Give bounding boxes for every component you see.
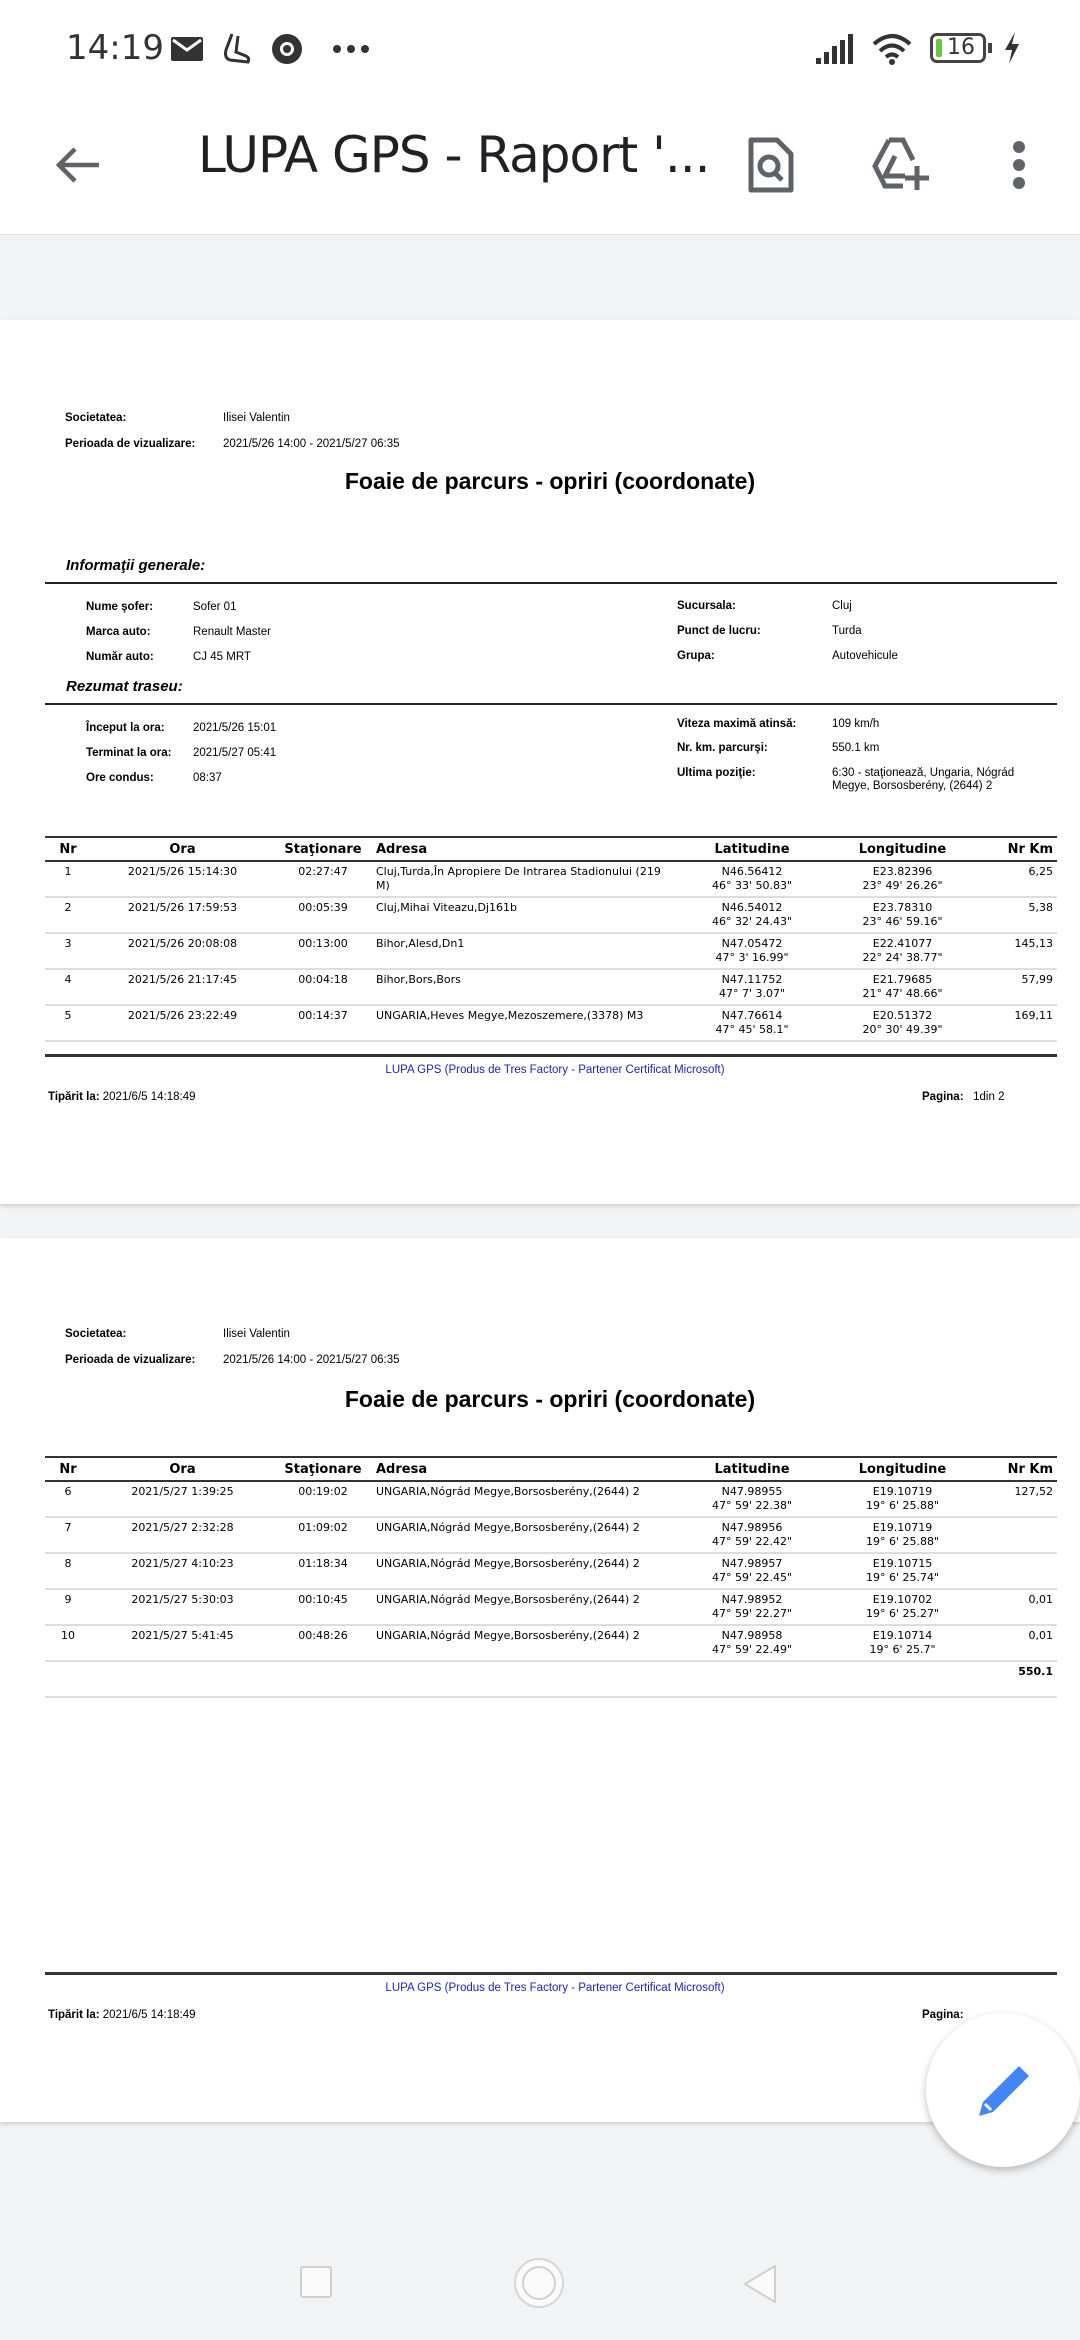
field-label: Viteza maximă atinsă: bbox=[677, 718, 797, 730]
cell-latitudine bbox=[678, 897, 826, 933]
cell-latitudine bbox=[678, 1589, 826, 1625]
find-in-document-button[interactable] bbox=[736, 130, 806, 200]
cell-nr: 9 bbox=[45, 1589, 91, 1625]
printed-label: Tipărit la: bbox=[48, 2009, 100, 2021]
cell-adresa: UNGARIA,Nógrád Megye,Borsosberény,(2644) 2 bbox=[372, 1625, 678, 1661]
cell-latitudine bbox=[678, 1517, 826, 1553]
footer-divider bbox=[45, 1972, 1057, 1975]
cell-adresa: Bihor,Alesd,Dn1 bbox=[372, 933, 678, 969]
total-km: 550.1 bbox=[979, 1661, 1057, 1697]
col-stationare: Staţionare bbox=[274, 837, 372, 861]
cell-stationare: 00:13:00 bbox=[274, 933, 372, 969]
document-title: LUPA GPS - Raport '... bbox=[198, 126, 710, 184]
cell-nr-km: 0,01 bbox=[979, 1589, 1057, 1625]
cell-longitudine bbox=[826, 1517, 979, 1553]
signal-icon bbox=[816, 34, 856, 64]
cell-nr-km: 145,13 bbox=[979, 933, 1057, 969]
field-label: Marca auto: bbox=[86, 626, 151, 638]
pdf-page-2 bbox=[0, 1238, 1080, 2122]
status-time: 14:19 bbox=[66, 28, 164, 68]
battery-tip bbox=[988, 43, 992, 53]
cell-ora: 2021/5/27 5:41:45 bbox=[91, 1625, 274, 1661]
stops-table bbox=[45, 1456, 1057, 1698]
cell-adresa: Cluj,Mihai Viteazu,Dj161b bbox=[372, 897, 678, 933]
lon-dms: 19° 6' 25.88" bbox=[865, 1499, 940, 1512]
cell-ora: 2021/5/27 1:39:25 bbox=[91, 1481, 274, 1517]
table-row bbox=[45, 1005, 1057, 1041]
lat-decimal: N47.98955 bbox=[721, 1485, 783, 1498]
lat-decimal: N47.11752 bbox=[721, 973, 783, 986]
lat-decimal: N47.05472 bbox=[721, 937, 783, 950]
system-nav-bar bbox=[0, 2220, 1080, 2340]
arrow-back-icon bbox=[53, 145, 101, 185]
col-ora: Ora bbox=[91, 837, 274, 861]
field-label: Nume şofer: bbox=[86, 601, 154, 613]
cell-latitudine bbox=[678, 933, 826, 969]
lat-dms: 47° 59' 22.42" bbox=[711, 1535, 793, 1548]
cell-stationare: 01:09:02 bbox=[274, 1517, 372, 1553]
table-row bbox=[45, 1481, 1057, 1517]
col-nr: Nr bbox=[45, 837, 91, 861]
footer-divider bbox=[45, 1054, 1057, 1057]
cell-stationare: 00:48:26 bbox=[274, 1625, 372, 1661]
printed-value: 2021/6/5 14:18:49 bbox=[102, 1091, 196, 1103]
back-button[interactable] bbox=[42, 130, 112, 200]
total-spacer bbox=[45, 1661, 979, 1697]
cell-stationare: 00:04:18 bbox=[274, 969, 372, 1005]
col-longitudine: Longitudine bbox=[826, 1457, 979, 1481]
printed-label: Tipărit la: bbox=[48, 1091, 100, 1103]
col-stationare: Staţionare bbox=[274, 1457, 372, 1481]
cell-ora: 2021/5/26 20:08:08 bbox=[91, 933, 274, 969]
cell-adresa: UNGARIA,Nógrád Megye,Borsosberény,(2644) 2 bbox=[372, 1553, 678, 1589]
lon-decimal: E20.51372 bbox=[872, 1009, 933, 1022]
home-inner-ring bbox=[522, 2266, 556, 2300]
lat-decimal: N47.98956 bbox=[721, 1521, 783, 1534]
table-row bbox=[45, 1517, 1057, 1553]
field-label: Nr. km. parcurşi: bbox=[677, 742, 768, 754]
lat-dms: 46° 33' 50.83" bbox=[711, 879, 793, 892]
cell-stationare: 00:19:02 bbox=[274, 1481, 372, 1517]
lat-dms: 47° 7' 3.07" bbox=[718, 987, 786, 1000]
lon-decimal: E19.10714 bbox=[872, 1629, 933, 1642]
field-value: Autovehicule bbox=[832, 650, 898, 662]
cell-latitudine bbox=[678, 1481, 826, 1517]
printed-value: 2021/6/5 14:18:49 bbox=[102, 2009, 196, 2021]
chrome-icon bbox=[270, 32, 304, 66]
lat-dms: 47° 59' 22.38" bbox=[711, 1499, 793, 1512]
mail-icon bbox=[170, 36, 204, 62]
field-value: CJ 45 MRT bbox=[193, 651, 251, 663]
lon-decimal: E22.41077 bbox=[872, 937, 933, 950]
cell-ora: 2021/5/27 2:32:28 bbox=[91, 1517, 274, 1553]
field-label: Grupa: bbox=[677, 650, 715, 662]
lon-decimal: E19.10715 bbox=[872, 1557, 933, 1570]
more-dots-icon bbox=[332, 44, 372, 54]
cell-nr-km bbox=[979, 1553, 1057, 1589]
table-header-row bbox=[45, 837, 1057, 861]
lat-dms: 46° 32' 24.43" bbox=[711, 915, 793, 928]
period-label: Perioada de vizualizare: bbox=[65, 1354, 196, 1366]
field-value: 6:30 - staţionează, Ungaria, Nógrád bbox=[832, 767, 1015, 779]
cell-nr-km: 6,25 bbox=[979, 861, 1057, 897]
cell-latitudine bbox=[678, 1553, 826, 1589]
cell-stationare: 00:14:37 bbox=[274, 1005, 372, 1041]
lon-dms: 22° 24' 38.77" bbox=[862, 951, 943, 964]
page-number bbox=[922, 2009, 964, 2021]
period-value: 2021/5/26 14:00 - 2021/5/27 06:35 bbox=[223, 438, 400, 450]
period-value: 2021/5/26 14:00 - 2021/5/27 06:35 bbox=[223, 1354, 400, 1366]
cell-longitudine bbox=[826, 1625, 979, 1661]
col-ora: Ora bbox=[91, 1457, 274, 1481]
cell-longitudine bbox=[826, 1589, 979, 1625]
table-row bbox=[45, 861, 1057, 897]
add-to-drive-icon bbox=[869, 136, 933, 194]
cell-nr-km bbox=[979, 1517, 1057, 1553]
cell-nr-km: 57,99 bbox=[979, 969, 1057, 1005]
cell-nr: 5 bbox=[45, 1005, 91, 1041]
total-row bbox=[45, 1661, 1057, 1697]
battery-icon bbox=[930, 33, 986, 63]
more-options-button[interactable] bbox=[984, 130, 1054, 200]
search-document-icon bbox=[747, 136, 795, 194]
cell-latitudine bbox=[678, 1005, 826, 1041]
col-latitudine: Latitudine bbox=[678, 1457, 826, 1481]
field-label: Ore condus: bbox=[86, 772, 154, 784]
battery-level: 16 bbox=[947, 35, 975, 60]
col-longitudine: Longitudine bbox=[826, 837, 979, 861]
lat-decimal: N46.54012 bbox=[721, 901, 783, 914]
table-row bbox=[45, 1589, 1057, 1625]
lon-dms: 19° 6' 25.27" bbox=[865, 1607, 940, 1620]
lat-decimal: N47.98958 bbox=[721, 1629, 783, 1642]
lat-dms: 47° 59' 22.27" bbox=[711, 1607, 793, 1620]
field-label: Punct de lucru: bbox=[677, 625, 761, 637]
cell-longitudine bbox=[826, 969, 979, 1005]
col-adresa: Adresa bbox=[372, 1457, 678, 1481]
field-value: Sofer 01 bbox=[193, 601, 237, 613]
field-value: 550.1 km bbox=[832, 742, 880, 754]
cell-latitudine bbox=[678, 861, 826, 897]
cell-longitudine bbox=[826, 1481, 979, 1517]
lon-dms: 23° 49' 26.26" bbox=[862, 879, 943, 892]
lon-decimal: E19.10719 bbox=[872, 1485, 933, 1498]
lon-dms: 20° 30' 49.39" bbox=[862, 1023, 943, 1036]
cell-longitudine bbox=[826, 897, 979, 933]
col-adresa: Adresa bbox=[372, 837, 678, 861]
cell-nr: 4 bbox=[45, 969, 91, 1005]
cell-nr: 6 bbox=[45, 1481, 91, 1517]
footer-brand: LUPA GPS (Produs de Tres Factory - Partener Certificat Microsoft) bbox=[385, 1064, 725, 1076]
field-value: 08:37 bbox=[193, 772, 222, 784]
status-bar bbox=[0, 0, 1080, 100]
wifi-icon bbox=[870, 32, 914, 66]
stops-table bbox=[45, 836, 1057, 1042]
table-row bbox=[45, 1553, 1057, 1589]
cell-nr: 7 bbox=[45, 1517, 91, 1553]
battery-fill bbox=[936, 39, 942, 57]
cell-longitudine bbox=[826, 1005, 979, 1041]
report-title: Foaie de parcurs - opriri (coordonate) bbox=[344, 1386, 756, 1412]
company-label: Societatea: bbox=[65, 412, 127, 424]
field-label: Terminat la ora: bbox=[86, 747, 172, 759]
cell-nr: 2 bbox=[45, 897, 91, 933]
lat-dms: 47° 59' 22.45" bbox=[711, 1571, 793, 1584]
edit-fab-button[interactable] bbox=[926, 2013, 1080, 2167]
cell-latitudine bbox=[678, 969, 826, 1005]
col-nr-km: Nr Km bbox=[979, 1457, 1057, 1481]
cell-ora: 2021/5/26 21:17:45 bbox=[91, 969, 274, 1005]
table-row bbox=[45, 969, 1057, 1005]
lon-dms: 21° 47' 48.66" bbox=[862, 987, 943, 1000]
table-row bbox=[45, 897, 1057, 933]
edit-pencil-icon bbox=[973, 2060, 1033, 2120]
cell-stationare: 00:05:39 bbox=[274, 897, 372, 933]
cell-adresa: UNGARIA,Nógrád Megye,Borsosberény,(2644) 2 bbox=[372, 1517, 678, 1553]
lon-dms: 23° 46' 59.16" bbox=[862, 915, 943, 928]
lat-decimal: N47.76614 bbox=[721, 1009, 783, 1022]
lat-dms: 47° 3' 16.99" bbox=[715, 951, 789, 964]
cell-ora: 2021/5/27 5:30:03 bbox=[91, 1589, 274, 1625]
col-latitudine: Latitudine bbox=[678, 837, 826, 861]
cell-longitudine bbox=[826, 1553, 979, 1589]
page-label: Pagina: bbox=[922, 1091, 964, 1103]
back-triangle-icon[interactable] bbox=[742, 2264, 778, 2304]
lon-decimal: E23.82396 bbox=[872, 865, 933, 878]
lon-dms: 19° 6' 25.7" bbox=[869, 1643, 936, 1656]
cell-stationare: 00:10:45 bbox=[274, 1589, 372, 1625]
general-info-heading: Informaţii generale: bbox=[66, 557, 206, 574]
company-value: Ilisei Valentin bbox=[223, 412, 290, 424]
field-label: Număr auto: bbox=[86, 651, 154, 663]
cell-longitudine bbox=[826, 933, 979, 969]
lat-dms: 47° 45' 58.1" bbox=[715, 1023, 789, 1036]
cell-adresa: Cluj,Turda,În Apropiere De Intrarea Stadionului (219 M) bbox=[372, 861, 678, 897]
cell-adresa: UNGARIA,Nógrád Megye,Borsosberény,(2644) 2 bbox=[372, 1589, 678, 1625]
col-nr: Nr bbox=[45, 1457, 91, 1481]
lon-dms: 19° 6' 25.74" bbox=[865, 1571, 940, 1584]
cell-ora: 2021/5/26 15:14:30 bbox=[91, 861, 274, 897]
lat-dms: 47° 59' 22.49" bbox=[711, 1643, 793, 1656]
printed-at bbox=[48, 1091, 196, 1103]
cell-nr: 3 bbox=[45, 933, 91, 969]
col-nr-km: Nr Km bbox=[979, 837, 1057, 861]
lat-decimal: N47.98952 bbox=[721, 1593, 783, 1606]
footer-brand: LUPA GPS (Produs de Tres Factory - Partener Certificat Microsoft) bbox=[385, 1982, 725, 1994]
table-row bbox=[45, 1625, 1057, 1661]
company-value: Ilisei Valentin bbox=[223, 1328, 290, 1340]
period-label: Perioada de vizualizare: bbox=[65, 438, 196, 450]
cell-nr-km: 127,52 bbox=[979, 1481, 1057, 1517]
table-row bbox=[45, 933, 1057, 969]
divider bbox=[45, 582, 1057, 584]
lat-decimal: N46.56412 bbox=[721, 865, 783, 878]
cell-longitudine bbox=[826, 861, 979, 897]
field-value-line2: Megye, Borsosberény, (2644) 2 bbox=[832, 780, 993, 792]
lon-decimal: E19.10719 bbox=[872, 1521, 933, 1534]
field-value: Cluj bbox=[832, 600, 852, 612]
cell-stationare: 01:18:34 bbox=[274, 1553, 372, 1589]
cell-adresa: Bihor,Bors,Bors bbox=[372, 969, 678, 1005]
page-label: Pagina: bbox=[922, 2009, 964, 2021]
cell-nr-km: 5,38 bbox=[979, 897, 1057, 933]
company-label: Societatea: bbox=[65, 1328, 127, 1340]
cell-latitudine bbox=[678, 1625, 826, 1661]
field-value: 2021/5/26 15:01 bbox=[193, 722, 277, 734]
field-value: 109 km/h bbox=[832, 718, 880, 730]
lon-decimal: E19.10702 bbox=[872, 1593, 933, 1606]
lon-decimal: E21.79685 bbox=[872, 973, 933, 986]
cell-nr: 10 bbox=[45, 1625, 91, 1661]
printed-at bbox=[48, 2009, 196, 2021]
divider bbox=[45, 703, 1057, 705]
home-circle-icon[interactable] bbox=[514, 2258, 564, 2308]
lon-dms: 19° 6' 25.88" bbox=[865, 1535, 940, 1548]
report-title: Foaie de parcurs - opriri (coordonate) bbox=[344, 468, 756, 494]
recents-square-icon[interactable] bbox=[300, 2266, 332, 2298]
cell-adresa: UNGARIA,Heves Megye,Mezoszemere,(3378) M3 bbox=[372, 1005, 678, 1041]
field-value: Renault Master bbox=[193, 626, 271, 638]
field-label: Sucursala: bbox=[677, 600, 736, 612]
charging-icon bbox=[1002, 32, 1022, 64]
add-to-drive-button[interactable] bbox=[866, 130, 936, 200]
field-value: 2021/5/27 05:41 bbox=[193, 747, 277, 759]
table-body bbox=[45, 1481, 1057, 1661]
table-body bbox=[45, 861, 1057, 1041]
pdf-page-1 bbox=[0, 320, 1080, 1204]
cell-nr: 1 bbox=[45, 861, 91, 897]
cell-nr: 8 bbox=[45, 1553, 91, 1589]
page-number bbox=[922, 1091, 1004, 1103]
more-vert-icon bbox=[1012, 140, 1026, 190]
lat-decimal: N47.98957 bbox=[721, 1557, 783, 1570]
cell-ora: 2021/5/26 23:22:49 bbox=[91, 1005, 274, 1041]
route-summary-heading: Rezumat traseu: bbox=[66, 678, 183, 695]
lon-decimal: E23.78310 bbox=[872, 901, 933, 914]
cell-stationare: 02:27:47 bbox=[274, 861, 372, 897]
cell-ora: 2021/5/26 17:59:53 bbox=[91, 897, 274, 933]
shoe-icon bbox=[218, 32, 252, 66]
cell-adresa: UNGARIA,Nógrád Megye,Borsosberény,(2644) 2 bbox=[372, 1481, 678, 1517]
field-label: Ultima poziţie: bbox=[677, 767, 756, 779]
app-bar bbox=[0, 100, 1080, 235]
cell-nr-km: 169,11 bbox=[979, 1005, 1057, 1041]
field-label: Început la ora: bbox=[86, 722, 165, 734]
field-value: Turda bbox=[832, 625, 862, 637]
cell-nr-km: 0,01 bbox=[979, 1625, 1057, 1661]
table-header-row bbox=[45, 1457, 1057, 1481]
page-value: 1din 2 bbox=[973, 1091, 1005, 1103]
cell-ora: 2021/5/27 4:10:23 bbox=[91, 1553, 274, 1589]
